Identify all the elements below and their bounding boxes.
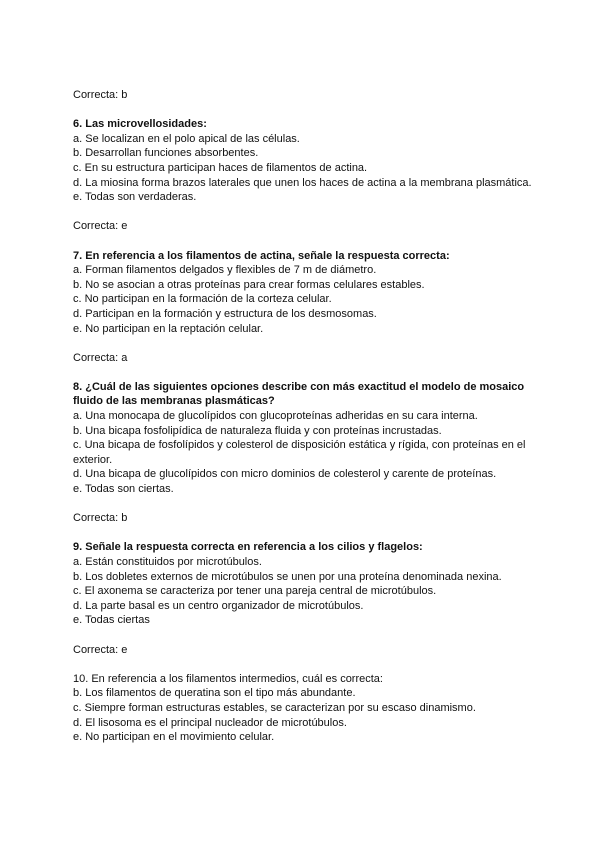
spacer (73, 657, 543, 672)
question-10-option-e: e. No participan en el movimiento celular. (73, 731, 275, 744)
question-6-option-b: b. Desarrollan funciones absorbentes. (73, 147, 259, 160)
question-7-option-d: d. Participan en la formación y estructura de los desmosomas. (73, 307, 377, 320)
question-9-answer: Correcta: e (73, 643, 128, 656)
question-7-option-b: b. No se asocian a otras proteínas para crear formas celulares estables. (73, 278, 425, 291)
question-9 (73, 540, 543, 628)
question-8-option-c: c. Una bicapa de fosfolípidos y colesterol de disposición estática y rígida, con proteínas en el exterior. (73, 439, 526, 466)
question-6-option-e: e. Todas son verdaderas. (73, 191, 197, 204)
spacer (73, 234, 543, 249)
answer-previous: Correcta: b (73, 89, 128, 101)
spacer (73, 628, 543, 643)
spacer (73, 205, 543, 220)
question-10-option-c: c. Siempre forman estructuras estables, se caracterizan por su escaso dinamismo. (73, 701, 476, 714)
question-6 (73, 117, 543, 205)
question-6-option-c: c. En su estructura participan haces de filamentos de actina. (73, 161, 368, 174)
question-9-option-d: d. La parte basal es un centro organizador de microtúbulos. (73, 599, 364, 612)
question-6-answer: Correcta: e (73, 220, 128, 233)
question-7 (73, 249, 543, 337)
question-8 (73, 380, 543, 497)
question-10-option-b: b. Los filamentos de queratina son el tipo más abundante. (73, 687, 356, 700)
document-page (73, 88, 543, 745)
question-8-title: 8. ¿Cuál de las siguientes opciones describe con más exactitud el modelo de mosaico fluido de las membranas plasmáticas? (73, 380, 525, 408)
question-8-answer: Correcta: b (73, 512, 128, 525)
spacer (73, 526, 543, 541)
question-6-option-a: a. Se localizan en el polo apical de las células. (73, 132, 300, 145)
question-8-option-a: a. Una monocapa de glucolípidos con glucoproteínas adheridas en su cara interna. (73, 410, 478, 423)
question-10 (73, 672, 543, 745)
spacer (73, 336, 543, 351)
question-8-option-d: d. Una bicapa de glucolípidos con micro dominios de colesterol y carente de proteínas. (73, 468, 497, 481)
question-7-option-e: e. No participan en la reptación celular. (73, 322, 264, 335)
question-6-title: 6. Las microvellosidades: (73, 118, 207, 131)
question-9-option-c: c. El axonema se caracteriza por tener una pareja central de microtúbulos. (73, 585, 437, 598)
question-9-option-e: e. Todas ciertas (73, 614, 150, 627)
question-8-option-b: b. Una bicapa fosfolipídica de naturaleza fluida y con proteínas incrustadas. (73, 424, 442, 437)
spacer (73, 365, 543, 380)
question-6-option-d: d. La miosina forma brazos laterales que unen los haces de actina a la membrana plasmática. (73, 176, 532, 189)
question-7-option-c: c. No participan en la formación de la corteza celular. (73, 293, 332, 306)
question-9-option-b: b. Los dobletes externos de microtúbulos se unen por una proteína denominada nexina. (73, 570, 502, 583)
question-7-title: 7. En referencia a los filamentos de actina, señale la respuesta correcta: (73, 249, 450, 262)
spacer (73, 103, 543, 118)
spacer (73, 497, 543, 512)
question-10-title: 10. En referencia a los filamentos intermedios, cuál es correcta: (73, 672, 383, 685)
question-7-answer: Correcta: a (73, 351, 128, 364)
question-7-option-a: a. Forman filamentos delgados y flexibles de 7 m de diámetro. (73, 264, 377, 277)
question-10-option-d: d. El lisosoma es el principal nucleador de microtúbulos. (73, 716, 347, 729)
question-9-option-a: a. Están constituidos por microtúbulos. (73, 556, 262, 568)
question-8-option-e: e. Todas son ciertas. (73, 483, 174, 496)
question-9-title: 9. Señale la respuesta correcta en referencia a los cilios y flagelos: (73, 541, 423, 554)
